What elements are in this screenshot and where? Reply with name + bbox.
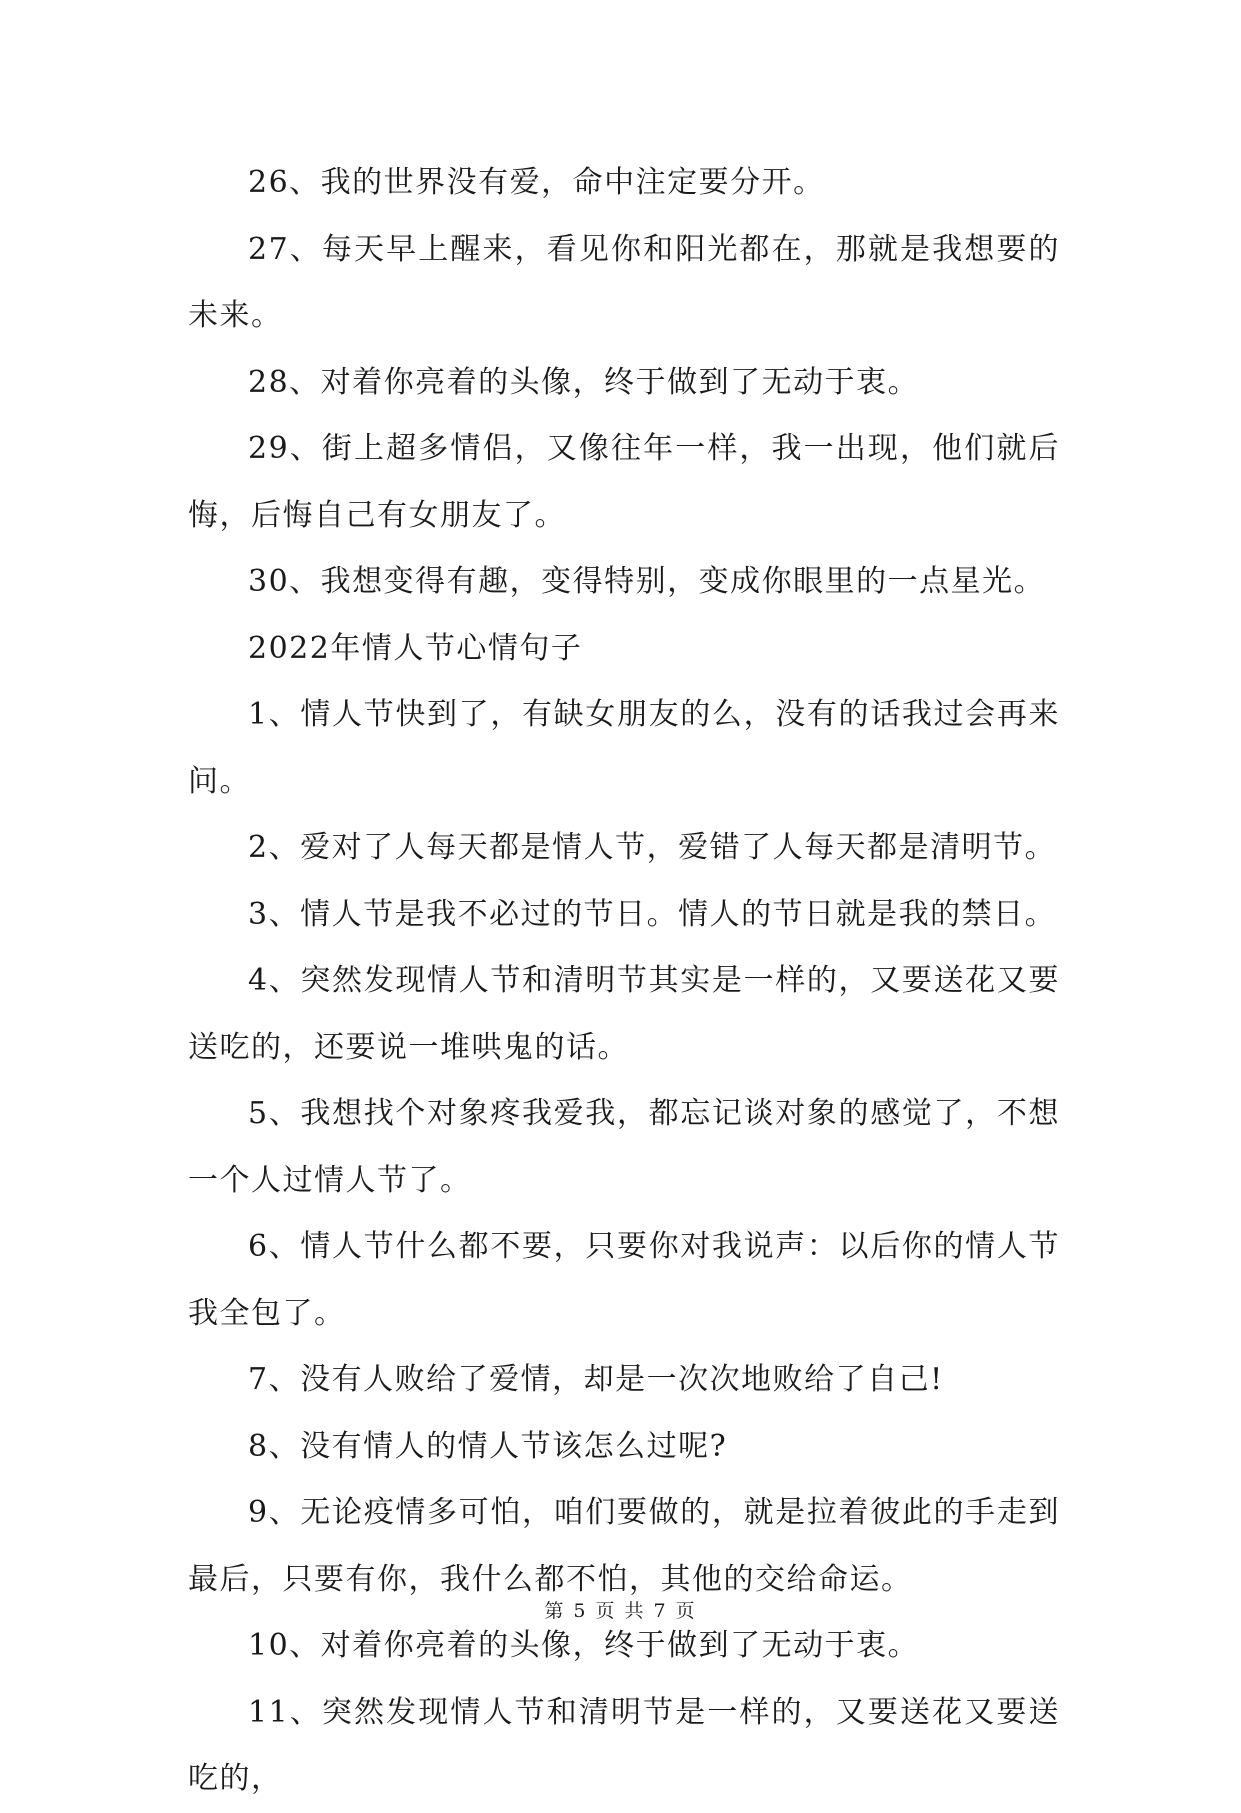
paragraph: 3、情人节是我不必过的节日。情人的节日就是我的禁日。 bbox=[248, 896, 1057, 932]
paragraph: 26、我的世界没有爱，命中注定要分开。 bbox=[248, 165, 825, 200]
paragraph: 6、情人节什么都不要，只要你对我说声：以后你的情人节我全包了。 bbox=[188, 1229, 1060, 1331]
page-number-footer: 第 5 页 共 7 页 bbox=[544, 1600, 697, 1622]
paragraph: 8、没有情人的情人节该怎么过呢? bbox=[248, 1428, 728, 1464]
paragraph: 5、我想找个对象疼我爱我，都忘记谈对象的感觉了，不想一个人过情人节了。 bbox=[188, 1096, 1060, 1198]
paragraph: 30、我想变得有趣，变得特别，变成你眼里的一点星光。 bbox=[248, 564, 1046, 599]
paragraph: 2、爱对了人每天都是情人节，爱错了人每天都是清明节。 bbox=[248, 830, 1057, 865]
paragraph: 27、每天早上醒来，看见你和阳光都在，那就是我想要的未来。 bbox=[188, 231, 1060, 333]
document-body bbox=[188, 150, 1060, 1813]
section-heading: 2022年情人节心情句子 bbox=[248, 630, 583, 666]
paragraph: 28、对着你亮着的头像，终于做到了无动于衷。 bbox=[248, 364, 920, 400]
paragraph: 1、情人节快到了，有缺女朋友的么，没有的话我过会再来问。 bbox=[188, 697, 1060, 799]
paragraph: 9、无论疫情多可怕，咱们要做的，就是拉着彼此的手走到最后，只要有你，我什么都不怕，其他的交给命运。 bbox=[188, 1495, 1060, 1597]
paragraph: 7、没有人败给了爱情，却是一次次地败给了自己! bbox=[248, 1362, 944, 1397]
paragraph: 29、街上超多情侣，又像往年一样，我一出现，他们就后悔，后悔自己有女朋友了。 bbox=[188, 431, 1060, 533]
paragraph: 4、突然发现情人节和清明节其实是一样的，又要送花又要送吃的，还要说一堆哄鬼的话。 bbox=[188, 963, 1060, 1065]
paragraph: 10、对着你亮着的头像，终于做到了无动于衷。 bbox=[248, 1628, 920, 1663]
paragraph: 11、突然发现情人节和清明节是一样的，又要送花又要送吃的， bbox=[188, 1694, 1060, 1796]
